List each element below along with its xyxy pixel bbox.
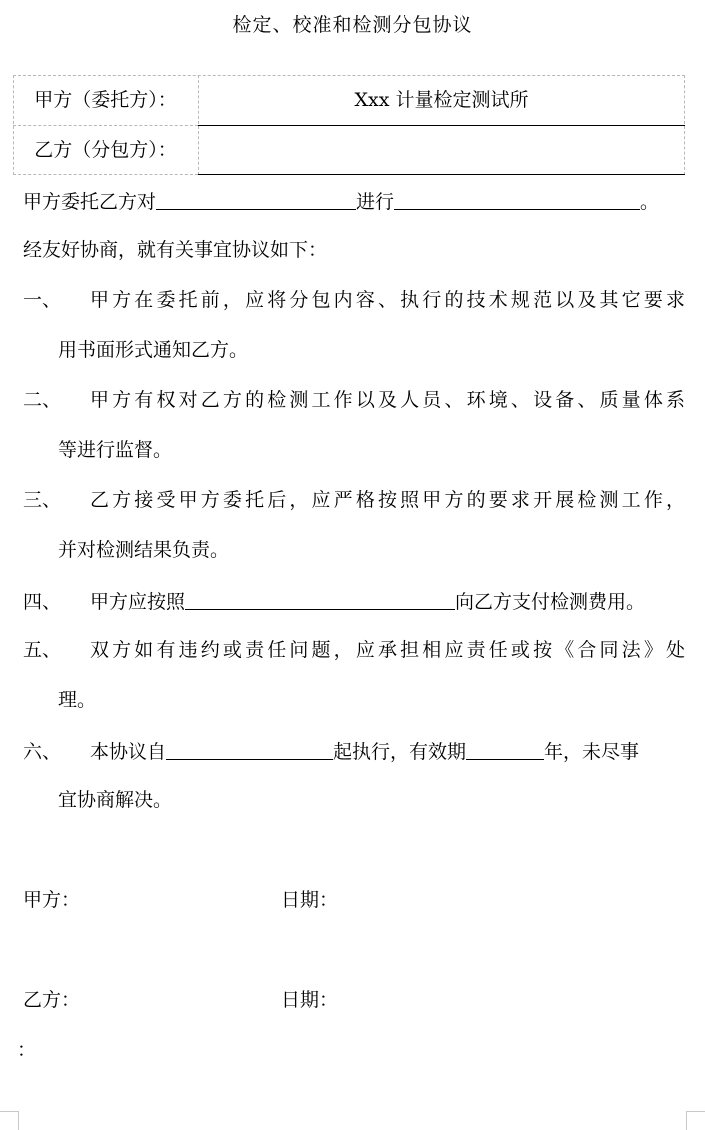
clause-suffix: 年，未尽事 bbox=[544, 741, 640, 763]
underline bbox=[198, 125, 685, 126]
party-a-label: 甲方（委托方）： bbox=[34, 89, 177, 111]
clause-prefix: 甲方应按照 bbox=[90, 591, 186, 613]
intro-middle: 进行 bbox=[356, 191, 395, 213]
clause-number: 二、 bbox=[23, 389, 62, 411]
clause-2 bbox=[23, 387, 685, 413]
clause-text: 甲方在委托前，应将分包内容、执行的技术规范以及其它要求 bbox=[90, 289, 685, 311]
clause-6 bbox=[23, 737, 639, 765]
party-table bbox=[13, 75, 685, 175]
clause-3-continued: 并对检测结果负责。 bbox=[58, 539, 230, 561]
document-title: 检定、校准和检测分包协议 bbox=[232, 14, 473, 36]
trailing-colon: ： bbox=[17, 1039, 37, 1061]
party-b-signature-label: 乙方： bbox=[23, 989, 81, 1011]
validity-blank[interactable] bbox=[466, 737, 544, 760]
party-a-value[interactable]: Xxx 计量检定测试所 bbox=[354, 89, 529, 111]
clause-1-continued: 用书面形式通知乙方。 bbox=[58, 339, 249, 361]
party-b-row bbox=[13, 125, 685, 175]
clause-number: 六、 bbox=[23, 741, 62, 763]
clause-prefix: 本协议自 bbox=[90, 741, 167, 763]
lead-line: 经友好协商，就有关事宜协议如下： bbox=[23, 239, 328, 261]
intro-end: 。 bbox=[640, 191, 660, 213]
clause-number: 五、 bbox=[23, 639, 62, 661]
clause-3 bbox=[23, 487, 685, 513]
page-corner-mark bbox=[0, 1111, 19, 1130]
clause-6-continued: 宜协商解决。 bbox=[58, 789, 173, 811]
clause-5-continued: 理。 bbox=[58, 689, 97, 711]
party-a-signature-label: 甲方： bbox=[23, 889, 81, 911]
clause-text: 甲方有权对乙方的检测工作以及人员、环境、设备、质量体系 bbox=[90, 389, 685, 411]
clause-text: 双方如有违约或责任问题，应承担相应责任或按《合同法》处 bbox=[90, 639, 685, 661]
party-a-date-label: 日期： bbox=[281, 889, 339, 911]
intro-blank-1[interactable] bbox=[156, 187, 356, 210]
clause-2-continued: 等进行监督。 bbox=[58, 439, 173, 461]
clause-5 bbox=[23, 637, 685, 663]
underline bbox=[198, 174, 685, 175]
payment-blank[interactable] bbox=[185, 587, 455, 610]
clause-number: 一、 bbox=[23, 289, 62, 311]
intro-blank-2[interactable] bbox=[394, 187, 640, 210]
intro-line bbox=[23, 187, 659, 215]
clause-4 bbox=[23, 587, 645, 615]
clause-number: 四、 bbox=[23, 591, 62, 613]
clause-text: 乙方接受甲方委托后，应严格按照甲方的要求开展检测工作， bbox=[90, 489, 685, 511]
party-b-label: 乙方（分包方）： bbox=[34, 139, 177, 161]
intro-prefix: 甲方委托乙方对 bbox=[23, 191, 157, 213]
clause-middle: 起执行，有效期 bbox=[333, 741, 467, 763]
party-b-date-label: 日期： bbox=[281, 989, 339, 1011]
start-date-blank[interactable] bbox=[166, 737, 333, 760]
page-corner-mark bbox=[686, 1111, 705, 1130]
party-a-row bbox=[13, 75, 685, 125]
clause-number: 三、 bbox=[23, 489, 62, 511]
party-b-value[interactable] bbox=[198, 125, 685, 175]
clause-1 bbox=[23, 287, 685, 313]
clause-suffix: 向乙方支付检测费用。 bbox=[455, 591, 646, 613]
